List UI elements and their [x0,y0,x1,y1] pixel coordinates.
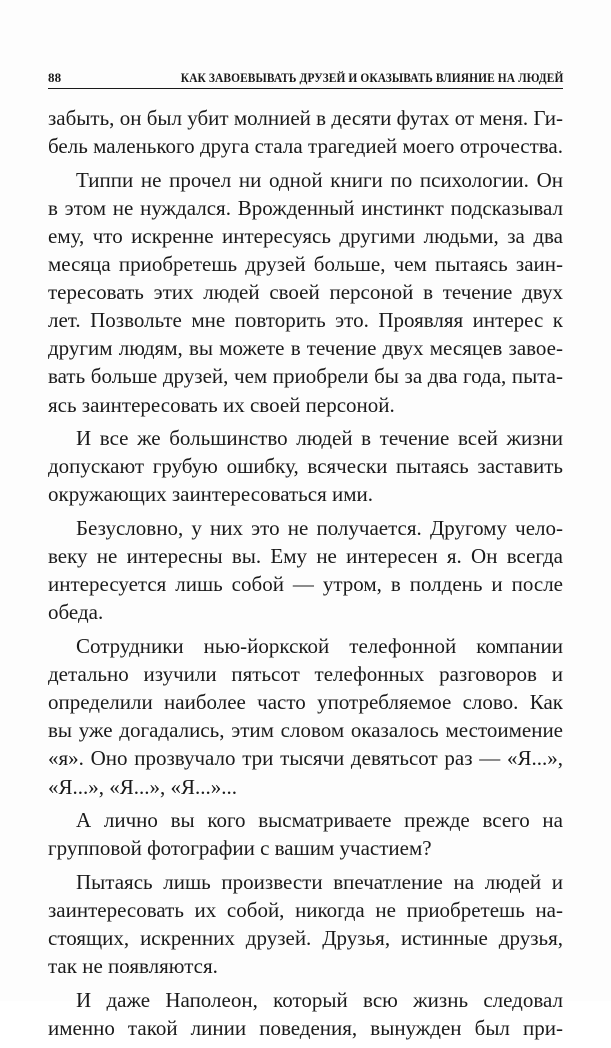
text-line: ему, что искренне интересуясь другими людьми, за два [48,223,563,248]
text-line: ясь заинтересовать их своей персоной. [48,392,395,417]
text-line: именно такой линии поведения, вынужден был при- [48,1016,563,1041]
page-number: 88 [48,70,62,85]
text-line: допускают грубую ошибку, всячески пытаясь заставить [48,454,563,479]
text-line: групповой фотографии с вашим участием? [48,836,432,861]
text-line: тересовать этих людей своей персоной в течение двух [48,280,563,305]
text-line: Безусловно, у них это не получается. Другому чело- [76,516,563,541]
text-line: забыть, он был убит молнией в десяти футах от меня. Ги- [48,106,563,130]
text-line: другим людям, вы можете в течение двух месяцев завое- [48,336,563,361]
paragraph-4 [48,514,563,626]
text-line: обеда. [48,600,104,625]
text-line: Сотрудники нью-йоркской телефонной компании [76,634,563,659]
text-line: И даже Наполеон, который всю жизнь следовал [76,987,563,1012]
text-line: детально изучили пятьсот телефонных разговоров и [48,662,563,687]
text-line: «Я...», «Я...», «Я...»... [48,774,238,799]
paragraph-3 [48,424,563,508]
text-line: Пытаясь лишь произвести впечатление на людей и [76,870,563,894]
text-line: окружающих заинтересоваться ими. [48,482,373,507]
header-rule [48,88,563,89]
paragraph-5 [48,632,563,801]
text-line: А лично вы кого высматриваете прежде всего на [76,808,563,833]
text-line: «я». Оно прозвучало три тысячи девятьсот раз — «Я...», [48,746,563,771]
paragraph-8 [48,986,563,1042]
text-line: И все же большинство людей в течение всей жизни [76,426,563,451]
body-text [48,104,563,1048]
paragraph-2 [48,166,563,419]
text-line: в этом не нуждался. Врожденный инстинкт подсказывал [48,195,563,220]
paragraph-6 [48,806,563,862]
text-line: заинтересовать их собой, никогда не приобретешь на- [48,898,563,923]
text-line: определили наиболее часто употребляемое слово. Как [48,690,563,715]
text-line: так не появляются. [48,954,218,979]
text-line: лет. Позвольте мне повторить это. Проявляя интерес к [48,308,563,333]
text-line: вы уже догадались, этим словом оказалось местоимение [48,718,563,743]
paragraph-7 [48,868,563,980]
text-line: Типпи не прочел ни одной книги по психологии. Он [76,167,563,192]
text-line: интересуется лишь собой — утром, в полдень и после [48,572,563,597]
paragraph-1 [48,104,563,160]
running-title: КАК ЗАВОЕВЫВАТЬ ДРУЗЕЙ И ОКАЗЫВАТЬ ВЛИЯНИЕ НА ЛЮДЕЙ [180,71,563,85]
text-line: месяца приобретешь друзей больше, чем пытаясь заин- [48,252,563,277]
text-line: вать больше друзей, чем приобрели бы за два года, пыта- [48,364,563,389]
text-line: стоящих, искренних друзей. Друзья, истинные друзья, [48,926,563,951]
text-line: веку не интересны вы. Ему не интересен я. Он всегда [48,544,563,569]
running-header [48,60,563,86]
text-line: бель маленького друга стала трагедией моего отрочества. [48,134,563,159]
